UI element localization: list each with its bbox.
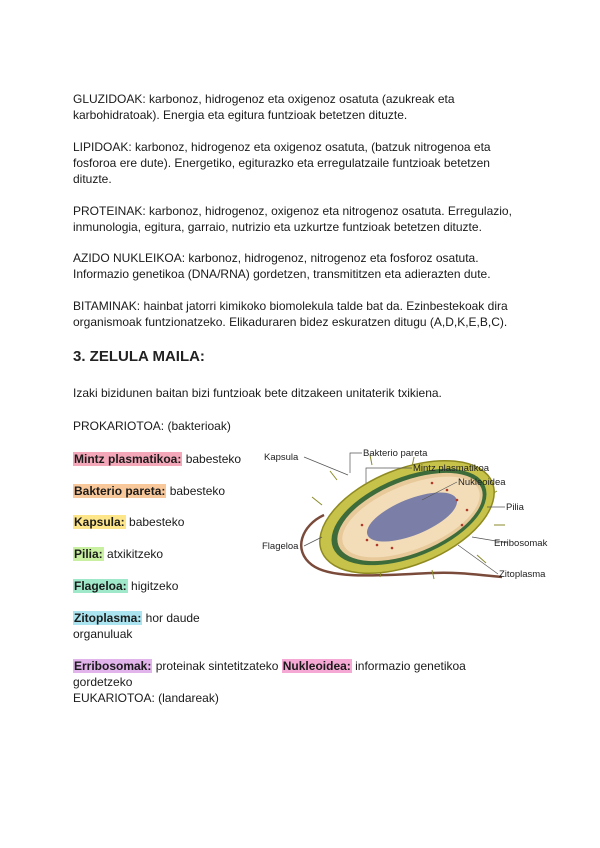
term-nukleoidea: Nukleoidea: bbox=[282, 659, 351, 673]
label-bakterio-pareta: Bakterio pareta bbox=[363, 448, 428, 459]
intro-text: Izaki bizidunen baitan bizi funtzioak bete ditzakeen unitaterik txikiena. bbox=[73, 386, 442, 400]
desc: babesteko bbox=[182, 452, 242, 466]
term-mintz-plasmatikoa: Mintz plasmatikoa: bbox=[74, 452, 182, 466]
desc: proteinak sintetitzateko bbox=[152, 659, 282, 673]
paragraph-gluzidoak bbox=[73, 91, 543, 123]
label-nukleoidea: Nukleoidea bbox=[458, 477, 506, 488]
term-kapsula: Kapsula: bbox=[74, 515, 125, 529]
term-zitoplasma: Zitoplasma: bbox=[74, 611, 142, 625]
prokariotoa-heading: PROKARIOTOA: (bakterioak) bbox=[73, 419, 231, 433]
desc: hor daude bbox=[142, 611, 200, 625]
label-erribosomak: Erribosomak bbox=[494, 538, 548, 549]
desc: atxikitzeko bbox=[103, 547, 164, 561]
paragraph-bitaminak bbox=[73, 298, 543, 330]
part-zitoplasma bbox=[73, 610, 543, 642]
label-kapsula: Kapsula bbox=[264, 452, 299, 463]
desc: gordetzeko bbox=[73, 675, 133, 689]
term-erribosomak: Erribosomak: bbox=[74, 659, 152, 673]
bacterium-diagram bbox=[262, 445, 562, 590]
paragraph-azido-nukleikoa bbox=[73, 250, 543, 282]
desc: higitzeko bbox=[127, 579, 179, 593]
text-line: Informazio genetikoa (DNA/RNA) gordetzen, transmititzen eta adierazten dute. bbox=[73, 267, 491, 281]
desc: organuluak bbox=[73, 627, 133, 641]
label-mintz-plasmatikoa: Mintz plasmatikoa bbox=[413, 463, 490, 474]
label-pilia: Pilia bbox=[506, 502, 524, 513]
text-line: karbohidratoak). Energia eta egitura funtzioak betetzen dituzte. bbox=[73, 108, 408, 122]
term-bakterio-pareta: Bakterio pareta: bbox=[74, 484, 166, 498]
text-line: LIPIDOAK: karbonoz, hidrogenoz eta oxigenoz osatuta, (batzuk nitrogenoa eta bbox=[73, 140, 491, 154]
desc: informazio genetikoa bbox=[351, 659, 466, 673]
text-line: GLUZIDOAK: karbonoz, hidrogenoz eta oxigenoz osatuta (azukreak eta bbox=[73, 92, 455, 106]
term-flageloa: Flageloa: bbox=[74, 579, 127, 593]
text-line: dituzte. bbox=[73, 172, 112, 186]
desc: babesteko bbox=[166, 484, 226, 498]
text-line: fosforoa ere dute). Energetiko, egiturazko eta erregulatzaile funtzioak betetzen bbox=[73, 156, 490, 170]
part-erribosomak-nukleoidea bbox=[73, 658, 543, 706]
eukariotoa-heading: EUKARIOTOA: (landareak) bbox=[73, 691, 219, 705]
text-line: PROTEINAK: karbonoz, hidrogenoz, oxigenoz eta nitrogenoz osatuta. Erregulazio, bbox=[73, 204, 512, 218]
text-line: organismoak funtzionatzeko. Elikaduraren bidez eskuratzen ditugu (A,D,K,E,B,C). bbox=[73, 315, 508, 329]
section-heading: 3. ZELULA MAILA: bbox=[73, 348, 205, 365]
desc: babesteko bbox=[125, 515, 185, 529]
label-flageloa: Flageloa bbox=[262, 541, 299, 552]
text-line: inmunologia, egitura, garraio, nutrizio eta uzkurtze funtzioak betetzen dituzte. bbox=[73, 220, 482, 234]
paragraph-lipidoak bbox=[73, 139, 543, 187]
term-pilia: Pilia: bbox=[74, 547, 103, 561]
label-zitoplasma: Zitoplasma bbox=[499, 569, 546, 580]
paragraph-proteinak bbox=[73, 203, 543, 235]
text-line: BITAMINAK: hainbat jatorri kimikoko biomolekula talde bat da. Ezinbestekoak dira bbox=[73, 299, 508, 313]
text-line: AZIDO NUKLEIKOA: karbonoz, hidrogenoz, nitrogenoz eta fosforoz osatuta. bbox=[73, 251, 479, 265]
